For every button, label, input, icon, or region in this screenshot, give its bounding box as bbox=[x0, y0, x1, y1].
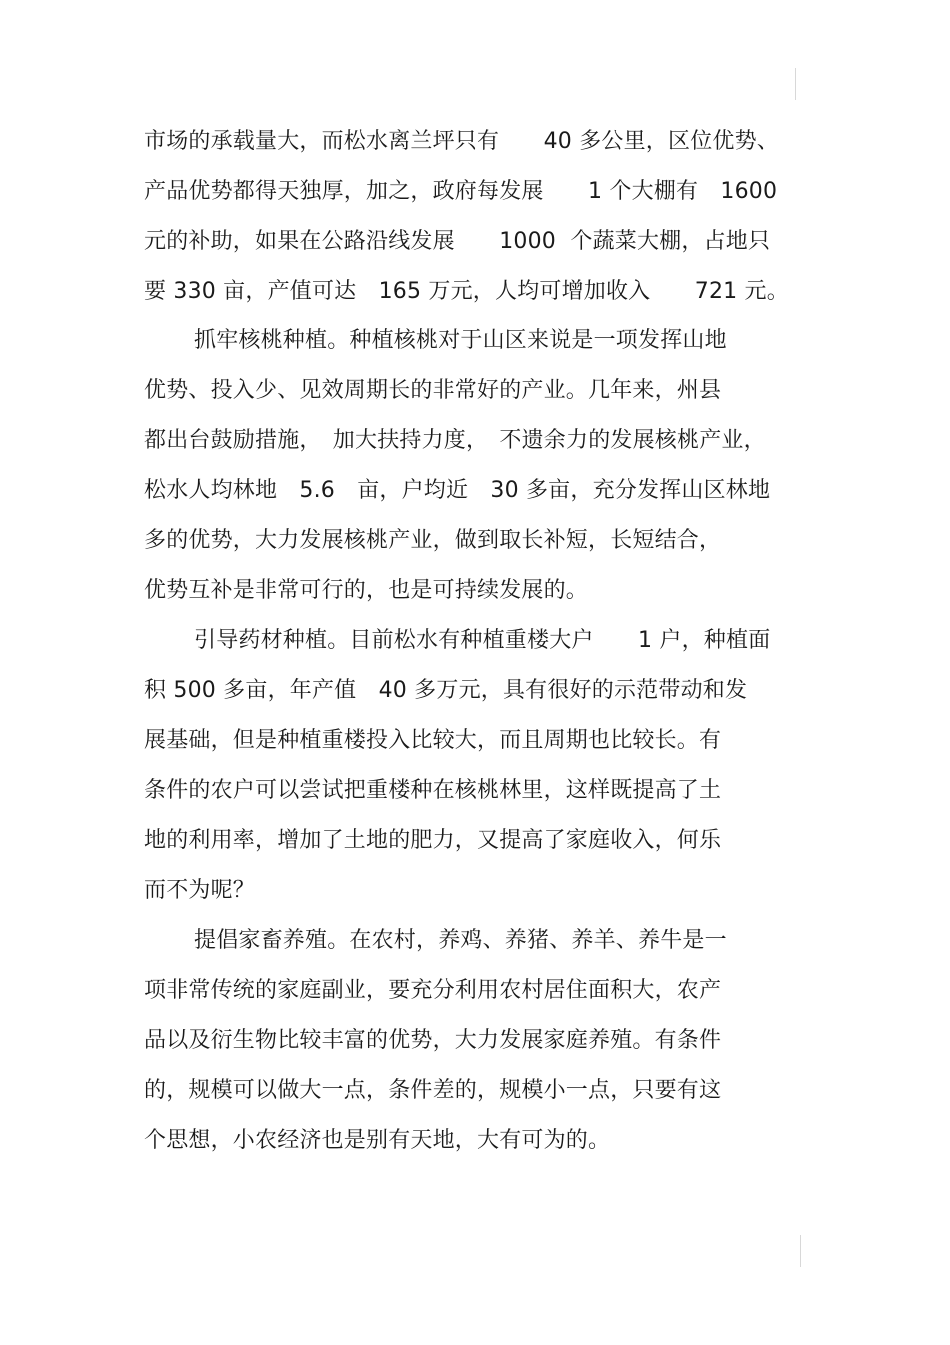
text-line: 地的利用率，增加了土地的肥力，又提高了家庭收入，何乐 bbox=[144, 828, 722, 853]
page-corner-mark-top bbox=[795, 68, 796, 100]
text-line: 积 500 多亩，年产值 40 多万元，具有很好的示范带动和发 bbox=[144, 678, 748, 703]
paragraph-first-line: 抓牢核桃种植。种植核桃对于山区来说是一项发挥山地 bbox=[194, 328, 727, 353]
text-line: 个思想，小农经济也是别有天地，大有可为的。 bbox=[144, 1128, 611, 1153]
text-line: 优势、投入少、见效周期长的非常好的产业。几年来，州县 bbox=[144, 378, 722, 403]
text-line: 项非常传统的家庭副业，要充分利用农村居住面积大，农产 bbox=[144, 978, 722, 1003]
text-line: 元的补助，如果在公路沿线发展 1000 个蔬菜大棚，占地只 bbox=[144, 229, 771, 254]
text-line: 要 330 亩，产值可达 165 万元，人均可增加收入 721 元。 bbox=[144, 279, 789, 304]
text-line: 产品优势都得天独厚，加之，政府每发展 1 个大棚有 1600 bbox=[144, 179, 778, 204]
text-line: 而不为呢？ bbox=[144, 878, 256, 903]
text-line: 市场的承载量大，而松水离兰坪只有 40 多公里，区位优势、 bbox=[144, 129, 779, 154]
text-line: 品以及衍生物比较丰富的优势，大力发展家庭养殖。有条件 bbox=[144, 1028, 722, 1053]
text-line: 的，规模可以做大一点，条件差的，规模小一点，只要有这 bbox=[144, 1078, 722, 1103]
page-corner-mark-bottom bbox=[800, 1235, 801, 1267]
text-line: 条件的农户可以尝试把重楼种在核桃林里，这样既提高了土 bbox=[144, 778, 722, 803]
paragraph-first-line: 提倡家畜养殖。在农村，养鸡、养猪、养羊、养牛是一 bbox=[194, 928, 727, 953]
paragraph-first-line: 引导药材种植。目前松水有种植重楼大户 1 户，种植面 bbox=[194, 628, 771, 653]
text-line: 展基础，但是种植重楼投入比较大，而且周期也比较长。有 bbox=[144, 728, 722, 753]
text-line: 多的优势，大力发展核桃产业，做到取长补短，长短结合， bbox=[144, 528, 722, 553]
text-line: 松水人均林地 5.6 亩，户均近 30 多亩，充分发挥山区林地 bbox=[144, 478, 771, 503]
text-line: 都出台鼓励措施， 加大扶持力度， 不遗余力的发展核桃产业， bbox=[144, 428, 766, 453]
text-line: 优势互补是非常可行的，也是可持续发展的。 bbox=[144, 578, 589, 603]
